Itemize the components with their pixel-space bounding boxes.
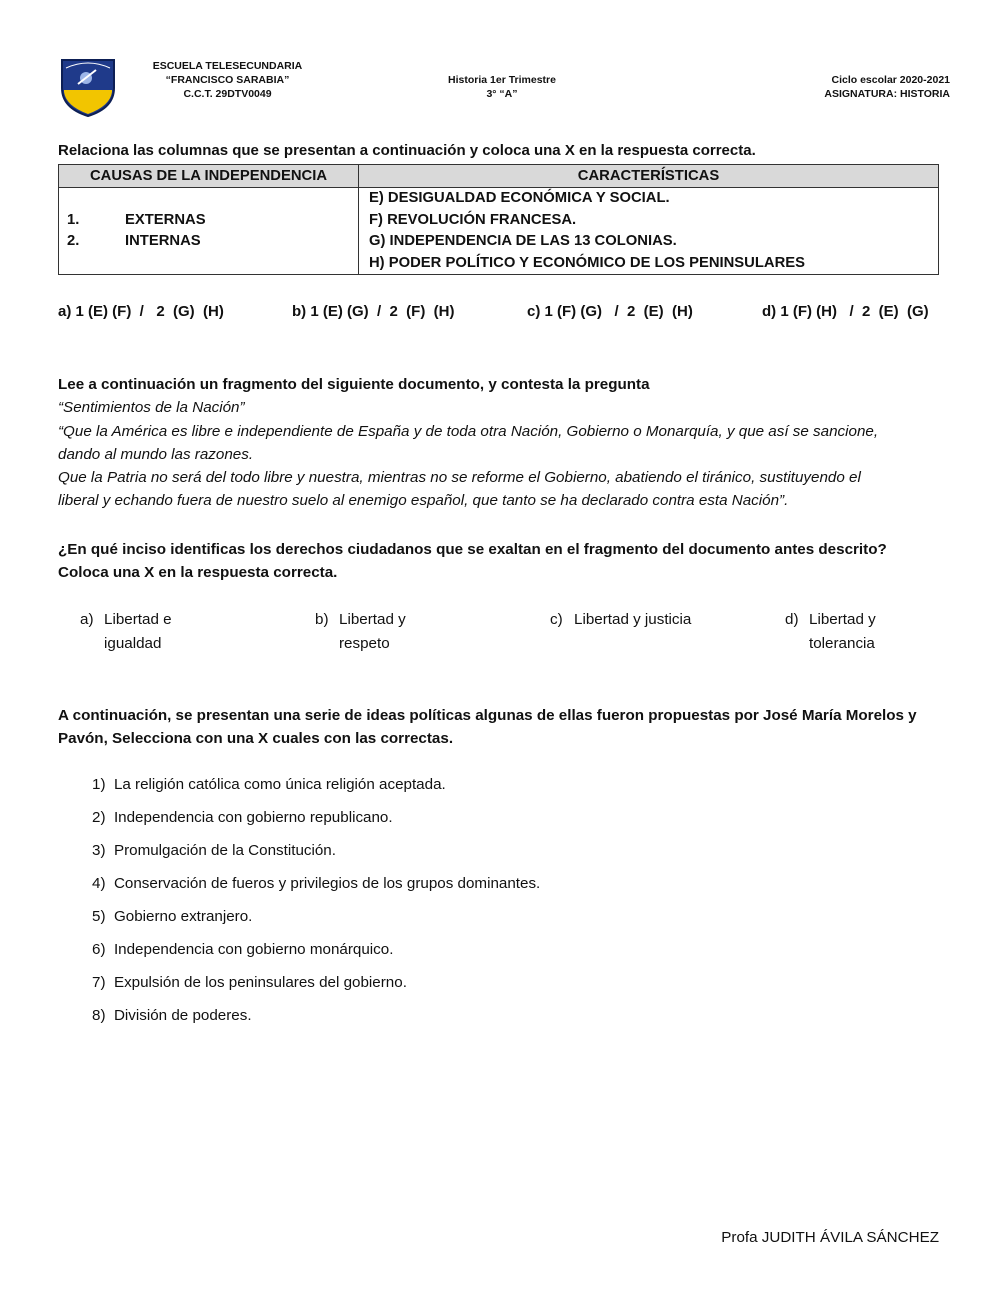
idea-item[interactable]: 7) Expulsión de los peninsulares del gobierno.: [92, 974, 407, 991]
causes-cell: [59, 188, 359, 275]
choice-text: Libertad y justicia: [574, 611, 692, 628]
instruction-line: A continuación, se presentan una serie de ideas políticas algunas de ellas fueron propuestas por José María Morelos y: [58, 707, 917, 724]
section2-instruction: Lee a continuación un fragmento del siguiente documento, y contesta la pregunta: [58, 376, 650, 393]
ideas-list: [92, 773, 540, 1037]
idea-item[interactable]: 8) División de poderes.: [92, 1007, 252, 1024]
choice-label: b): [315, 611, 329, 628]
choice-text: respeto: [339, 635, 390, 652]
characteristic-item: G) INDEPENDENCIA DE LAS 13 COLONIAS.: [369, 233, 677, 249]
school-cct: C.C.T. 29DTV0049: [183, 88, 272, 100]
characteristics-column-header: CARACTERÍSTICAS: [359, 165, 939, 188]
subject-header: [420, 73, 584, 101]
idea-item[interactable]: 2) Independencia con gobierno republicano.: [92, 809, 393, 826]
instruction-line: Pavón, Selecciona con una X cuales con las correctas.: [58, 730, 454, 747]
school-title: “FRANCISCO SARABIA”: [165, 74, 290, 86]
cause-item: 1. EXTERNAS: [67, 211, 206, 228]
answer-option-b[interactable]: b) 1 (E) (G) / 2 (F) (H): [292, 303, 455, 320]
subject-label: ASIGNATURA: HISTORIA: [824, 88, 950, 100]
cause-item: 2. INTERNAS: [67, 233, 201, 249]
choice-c[interactable]: [550, 608, 750, 658]
characteristic-item: E) DESIGUALDAD ECONÓMICA Y SOCIAL.: [369, 190, 670, 206]
choice-a[interactable]: [80, 608, 280, 658]
answer-option-d[interactable]: d) 1 (F) (H) / 2 (E) (G): [762, 303, 929, 320]
cycle-header: [760, 73, 950, 101]
school-header: [150, 59, 305, 101]
idea-item[interactable]: 3) Promulgación de la Constitución.: [92, 842, 336, 859]
document-title: “Sentimientos de la Nación”: [58, 399, 245, 416]
teacher-name: Profa JUDITH ÁVILA SÁNCHEZ: [721, 1229, 939, 1246]
characteristics-cell: [359, 188, 939, 275]
question-line: Coloca una X en la respuesta correcta.: [58, 564, 338, 581]
subject-title: Historia 1er Trimestre: [448, 74, 556, 86]
quote-line: “Que la América es libre e independiente de España y de toda otra Nación, Gobierno o Monarquía, y que así se sancione,: [58, 423, 879, 440]
idea-item[interactable]: 6) Independencia con gobierno monárquico.: [92, 941, 394, 958]
choice-text: Libertad y: [809, 611, 876, 628]
school-cycle: Ciclo escolar 2020-2021: [831, 74, 950, 86]
choice-b[interactable]: [315, 608, 515, 658]
document-quote: [58, 420, 958, 512]
section2-question: [58, 538, 887, 584]
quote-line: liberal y echando fuera de nuestro suelo al enemigo español, que tanto se ha declarado contra esta Nación”.: [58, 492, 789, 509]
school-name: ESCUELA TELESECUNDARIA: [152, 60, 303, 72]
choice-text: igualdad: [104, 635, 162, 652]
choice-label: d): [785, 611, 799, 628]
section1-instruction: Relaciona las columnas que se presentan a continuación y coloca una X en la respuesta correcta.: [58, 142, 756, 159]
group-label: 3° “A”: [486, 88, 518, 100]
choice-d[interactable]: [785, 608, 985, 658]
characteristic-item: F) REVOLUCIÓN FRANCESA.: [369, 211, 577, 228]
idea-item[interactable]: 1) La religión católica como única religión aceptada.: [92, 776, 446, 793]
answer-option-a[interactable]: a) 1 (E) (F) / 2 (G) (H): [58, 303, 224, 320]
choice-text: Libertad y: [339, 611, 406, 628]
quote-line: Que la Patria no será del todo libre y nuestra, mientras no se reforme el Gobierno, abatiendo el tiránico, sustituyendo el: [58, 469, 861, 486]
causes-column-header: CAUSAS DE LA INDEPENDENCIA: [59, 165, 359, 188]
section3-instruction: [58, 704, 917, 750]
choice-label: c): [550, 611, 563, 628]
quote-line: dando al mundo las razones.: [58, 446, 254, 463]
school-logo: [56, 54, 120, 118]
idea-item[interactable]: 5) Gobierno extranjero.: [92, 908, 253, 925]
answer-option-c[interactable]: c) 1 (F) (G) / 2 (E) (H): [527, 303, 693, 320]
idea-item[interactable]: 4) Conservación de fueros y privilegios de los grupos dominantes.: [92, 875, 541, 892]
choice-label: a): [80, 611, 94, 628]
characteristic-item: H) PODER POLÍTICO Y ECONÓMICO DE LOS PENINSULARES: [369, 254, 806, 271]
choice-text: tolerancia: [809, 635, 875, 652]
choice-text: Libertad e: [104, 611, 172, 628]
causes-table: [58, 164, 939, 275]
question-line: ¿En qué inciso identificas los derechos ciudadanos que se exaltan en el fragmento del documento antes descrito?: [58, 541, 887, 558]
